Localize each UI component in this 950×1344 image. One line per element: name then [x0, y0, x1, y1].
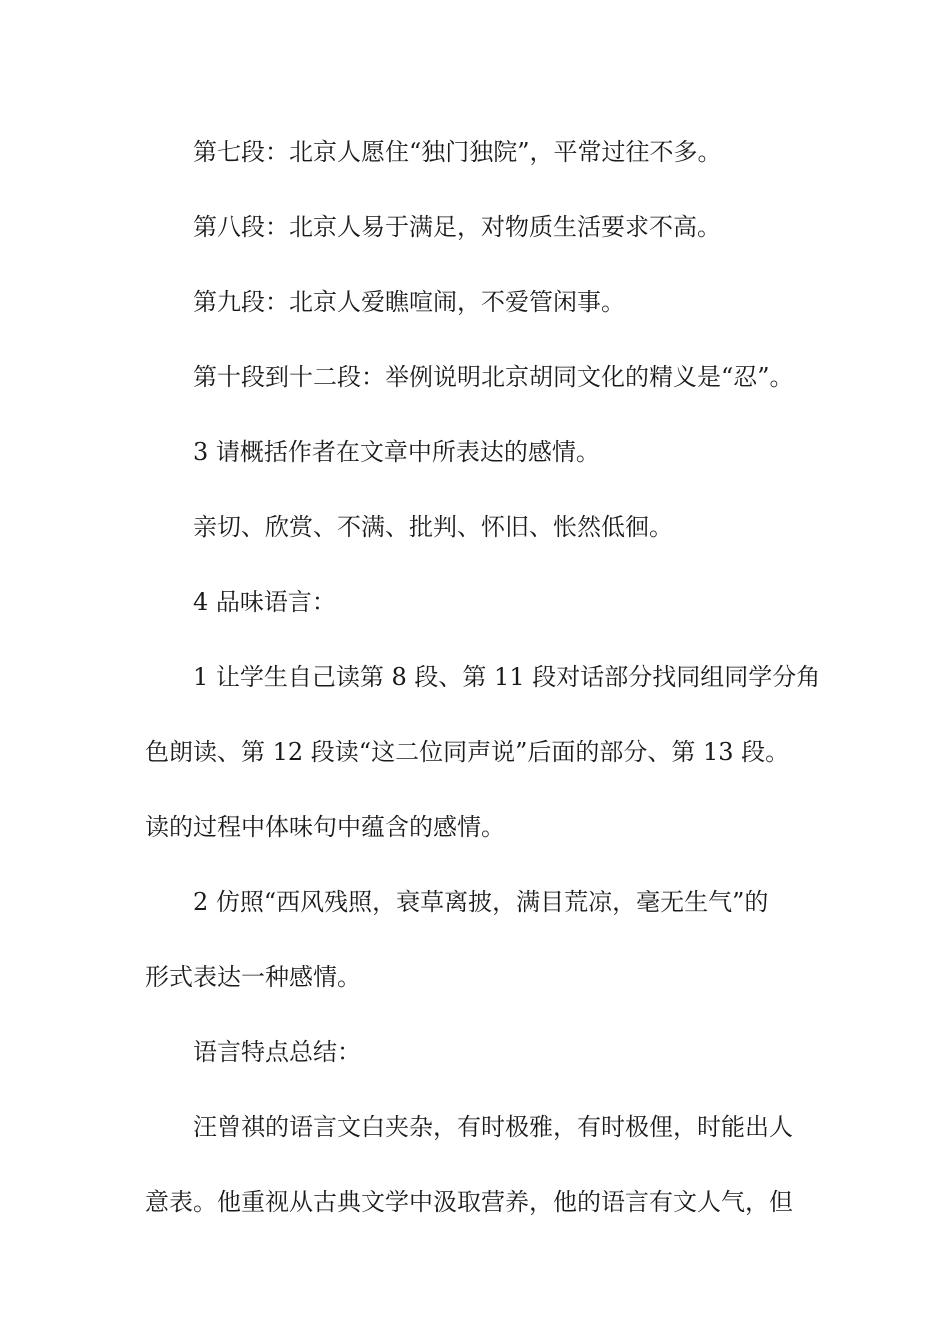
- task-1-line-1: 1 让学生自己读第 8 段、第 11 段对话部分找同组同学分角: [193, 663, 821, 691]
- question-3: 3 请概括作者在文章中所表达的感情。: [193, 438, 600, 466]
- task-1-line-3: 读的过程中体味句中蕴含的感情。: [145, 813, 505, 841]
- summary-heading: 语言特点总结：: [193, 1038, 361, 1066]
- paragraph-line-9: 第九段：北京人爱瞧喧闹，不爱管闲事。: [193, 288, 625, 316]
- paragraph-line-7: 第七段：北京人愿住“独门独院”，平常过往不多。: [193, 138, 722, 166]
- section-4-heading: 4 品味语言：: [193, 588, 336, 616]
- paragraph-line-8: 第八段：北京人易于满足，对物质生活要求不高。: [193, 213, 721, 241]
- answer-3: 亲切、欣赏、不满、批判、怀旧、怅然低徊。: [193, 513, 673, 541]
- summary-line-1: 汪曾祺的语言文白夹杂，有时极雅，有时极俚，时能出人: [193, 1113, 793, 1141]
- summary-line-2: 意表。他重视从古典文学中汲取营养，他的语言有文人气，但: [145, 1188, 793, 1216]
- task-1-line-2: 色朗读、第 12 段读“这二位同声说”后面的部分、第 13 段。: [145, 738, 790, 766]
- task-2-line-1: 2 仿照“西风残照，衰草离披，满目荒凉，毫无生气”的: [193, 888, 769, 916]
- paragraph-line-10-12: 第十段到十二段：举例说明北京胡同文化的精义是“忍”。: [193, 363, 794, 391]
- task-2-line-2: 形式表达一种感情。: [145, 963, 361, 991]
